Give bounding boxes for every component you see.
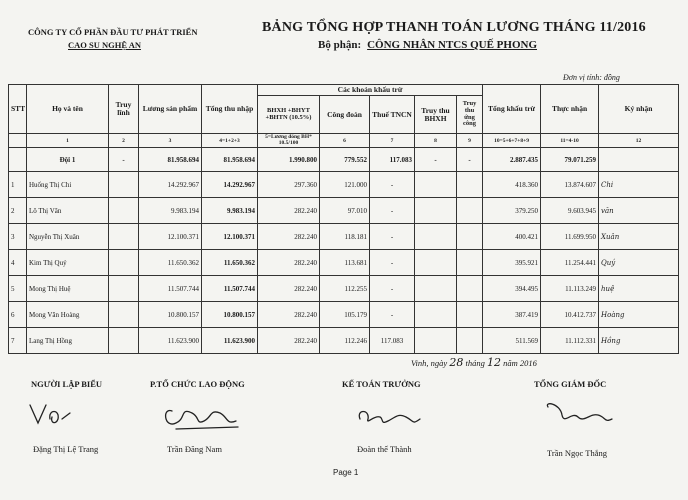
signature-mark <box>547 404 612 421</box>
cell-cong-doan: 113.681 <box>320 250 370 276</box>
currency-unit: Đơn vị tính: đồng <box>563 73 620 82</box>
cell-cong-doan: 112.255 <box>320 276 370 302</box>
cell-luong: 11.507.744 <box>139 276 202 302</box>
cell-stt: 3 <box>9 224 27 250</box>
table-row <box>9 172 679 198</box>
date-month: 12 <box>486 356 501 369</box>
signature-name: Đặng Thị Lệ Trang <box>33 444 99 454</box>
cell-ky-nhan: văn <box>599 198 679 224</box>
cell-thue: - <box>370 276 415 302</box>
cell-tong-khau-tru: 511.569 <box>483 328 541 354</box>
cell-stt: 6 <box>9 302 27 328</box>
col-number: 7 <box>370 134 415 148</box>
col-number: 9 <box>457 134 483 148</box>
cell-tong-khau-tru: 387.419 <box>483 302 541 328</box>
cell-tong: 10.800.157 <box>202 302 258 328</box>
cell-truy-ung <box>457 250 483 276</box>
date-day: 28 <box>449 356 464 369</box>
cell-truy-bhxh <box>415 302 457 328</box>
header-truy-thu-ung: Truy thu ứng công <box>457 96 483 134</box>
cell-stt: 2 <box>9 198 27 224</box>
table-row <box>9 224 679 250</box>
cell-tong: 11.650.362 <box>202 250 258 276</box>
cell-stt: 5 <box>9 276 27 302</box>
cell-tong-khau-tru: 2.887.435 <box>483 148 541 172</box>
header-ky-nhan: Ký nhận <box>599 85 679 134</box>
payroll-table <box>8 84 679 354</box>
cell-thuc-nhan: 11.699.950 <box>541 224 599 250</box>
table-row <box>9 302 679 328</box>
header-stt: STT <box>9 85 27 134</box>
header-tong-khau-tru: Tổng khấu trừ <box>483 85 541 134</box>
cell-bhxh: 282.240 <box>258 276 320 302</box>
cell-bhxh: 282.240 <box>258 224 320 250</box>
page-number: Page 1 <box>333 468 359 477</box>
signature-mark <box>359 412 420 423</box>
cell-thuc-nhan: 11.254.441 <box>541 250 599 276</box>
cell-tong: 12.100.371 <box>202 224 258 250</box>
cell-name: Lang Thị Hồng <box>27 328 109 354</box>
cell-thue: - <box>370 250 415 276</box>
department-value: CÔNG NHÂN NTCS QUẾ PHONG <box>367 39 538 51</box>
cell-tong: 14.292.967 <box>202 172 258 198</box>
cell-luong: 14.292.967 <box>139 172 202 198</box>
cell-thuc-nhan: 9.603.945 <box>541 198 599 224</box>
col-number: 11=4-10 <box>541 134 599 148</box>
cell-tong: 9.983.194 <box>202 198 258 224</box>
cell-truy-ung <box>457 172 483 198</box>
cell-truy-bhxh <box>415 276 457 302</box>
cell-truy-bhxh <box>415 224 457 250</box>
signature-name: Đoàn thế Thành <box>357 444 412 454</box>
cell-cong-doan: 112.246 <box>320 328 370 354</box>
cell-tong-khau-tru: 395.921 <box>483 250 541 276</box>
cell-name: Huống Thị Chi <box>27 172 109 198</box>
cell-thue: - <box>370 224 415 250</box>
cell-ky-nhan: Hồng <box>599 328 679 354</box>
signature-name: Trần Ngọc Thắng <box>547 448 607 458</box>
header-cong-doan: Công đoàn <box>320 96 370 134</box>
cell-name: Lô Thị Văn <box>27 198 109 224</box>
cell-thue: 117.083 <box>370 148 415 172</box>
cell-thuc-nhan: 13.874.607 <box>541 172 599 198</box>
cell-luong: 12.100.371 <box>139 224 202 250</box>
cell-tong-khau-tru: 400.421 <box>483 224 541 250</box>
cell-name: Nguyễn Thị Xuân <box>27 224 109 250</box>
cell-tong: 11.507.744 <box>202 276 258 302</box>
col-number: 4=1+2+3 <box>202 134 258 148</box>
handwritten-signatures <box>0 395 688 445</box>
cell-luong: 11.623.900 <box>139 328 202 354</box>
cell-ky-nhan: Quý <box>599 250 679 276</box>
cell-thuc-nhan: 79.071.259 <box>541 148 599 172</box>
signature-name: Trần Đăng Nam <box>167 444 222 454</box>
header-deductions: Các khoản khấu trừ <box>258 85 483 96</box>
header-thue: Thuế TNCN <box>370 96 415 134</box>
cell-truy-linh: - <box>109 148 139 172</box>
company-name: CÔNG TY CỔ PHẦN ĐẦU TƯ PHÁT TRIỂN <box>28 27 198 37</box>
cell-truy-linh <box>109 198 139 224</box>
signature-role: NGƯỜI LẬP BIỂU <box>31 379 103 389</box>
cell-thue: - <box>370 172 415 198</box>
cell-bhxh: 282.240 <box>258 198 320 224</box>
cell-truy-ung <box>457 276 483 302</box>
cell-tong-khau-tru: 418.360 <box>483 172 541 198</box>
company-subname: CAO SU NGHỆ AN <box>68 40 141 50</box>
cell-name: Mong Thị Huệ <box>27 276 109 302</box>
cell-thue: - <box>370 198 415 224</box>
cell-ky-nhan: Chi <box>599 172 679 198</box>
cell-truy-bhxh: - <box>415 148 457 172</box>
table-row <box>9 276 679 302</box>
cell-bhxh: 282.240 <box>258 328 320 354</box>
cell-stt: 1 <box>9 172 27 198</box>
cell-stt <box>9 148 27 172</box>
signature-mark <box>30 405 70 423</box>
cell-tong-khau-tru: 394.495 <box>483 276 541 302</box>
document-title: BẢNG TỔNG HỢP THANH TOÁN LƯƠNG THÁNG 11/2016 <box>262 20 646 35</box>
cell-luong: 81.958.694 <box>139 148 202 172</box>
col-number: 10=5+6+7+8+9 <box>483 134 541 148</box>
cell-truy-ung: - <box>457 148 483 172</box>
cell-stt: 4 <box>9 250 27 276</box>
col-number: 6 <box>320 134 370 148</box>
cell-tong-khau-tru: 379.250 <box>483 198 541 224</box>
cell-truy-linh <box>109 250 139 276</box>
cell-truy-linh <box>109 224 139 250</box>
header-name: Họ và tên <box>27 85 109 134</box>
date-year: năm 2016 <box>503 358 537 368</box>
cell-bhxh: 282.240 <box>258 302 320 328</box>
cell-cong-doan: 97.010 <box>320 198 370 224</box>
cell-luong: 11.650.362 <box>139 250 202 276</box>
cell-bhxh: 282.240 <box>258 250 320 276</box>
cell-stt: 7 <box>9 328 27 354</box>
cell-cong-doan: 105.179 <box>320 302 370 328</box>
cell-luong: 10.800.157 <box>139 302 202 328</box>
table-row <box>9 198 679 224</box>
cell-name: Mong Văn Hoàng <box>27 302 109 328</box>
signing-date <box>411 356 537 369</box>
signature-mark <box>166 411 238 429</box>
header-truy-linh: Truy lĩnh <box>109 85 139 134</box>
signature-role: P.TỔ CHỨC LAO ĐỘNG <box>150 379 245 389</box>
date-month-label: tháng <box>465 358 485 368</box>
cell-truy-bhxh <box>415 328 457 354</box>
cell-cong-doan: 779.552 <box>320 148 370 172</box>
header-thuc-nhan: Thực nhận <box>541 85 599 134</box>
cell-bhxh: 1.990.800 <box>258 148 320 172</box>
cell-truy-linh <box>109 276 139 302</box>
cell-name: Đội 1 <box>27 148 109 172</box>
header-truy-thu-bhxh: Truy thu BHXH <box>415 96 457 134</box>
department-line <box>318 39 537 51</box>
col-number: 8 <box>415 134 457 148</box>
col-number: 1 <box>27 134 109 148</box>
signature-role: KẾ TOÁN TRƯỞNG <box>342 379 421 389</box>
cell-thuc-nhan: 11.113.249 <box>541 276 599 302</box>
cell-luong: 9.983.194 <box>139 198 202 224</box>
cell-cong-doan: 121.000 <box>320 172 370 198</box>
signature-role: TỔNG GIÁM ĐỐC <box>534 379 607 389</box>
header-bhxh: BHXH +BHYT +BHTN (10.5%) <box>258 96 320 134</box>
cell-ky-nhan: Xuân <box>599 224 679 250</box>
cell-truy-ung <box>457 302 483 328</box>
col-number: 2 <box>109 134 139 148</box>
cell-cong-doan: 118.181 <box>320 224 370 250</box>
table-row <box>9 250 679 276</box>
cell-truy-linh <box>109 302 139 328</box>
col-number: 12 <box>599 134 679 148</box>
header-luong-san-pham: Lương sản phẩm <box>139 85 202 134</box>
cell-truy-bhxh <box>415 198 457 224</box>
header-tong-thu-nhap: Tổng thu nhập <box>202 85 258 134</box>
cell-truy-ung <box>457 224 483 250</box>
cell-name: Kim Thị Quý <box>27 250 109 276</box>
col-number: 3 <box>139 134 202 148</box>
table-row <box>9 328 679 354</box>
cell-ky-nhan <box>599 148 679 172</box>
column-numbering-row <box>9 134 679 148</box>
group-row <box>9 148 679 172</box>
col-number: 5=Lương đóng BH* 10.5/100 <box>258 134 320 148</box>
cell-truy-bhxh <box>415 250 457 276</box>
cell-truy-ung <box>457 328 483 354</box>
cell-thue: - <box>370 302 415 328</box>
cell-truy-linh <box>109 172 139 198</box>
cell-thuc-nhan: 11.112.331 <box>541 328 599 354</box>
cell-thuc-nhan: 10.412.737 <box>541 302 599 328</box>
department-label: Bộ phận: <box>318 39 362 51</box>
cell-tong: 11.623.900 <box>202 328 258 354</box>
cell-truy-linh <box>109 328 139 354</box>
cell-truy-bhxh <box>415 172 457 198</box>
date-prefix: Vinh, ngày <box>411 358 448 368</box>
cell-thue: 117.083 <box>370 328 415 354</box>
cell-ky-nhan: huệ <box>599 276 679 302</box>
cell-tong: 81.958.694 <box>202 148 258 172</box>
cell-truy-ung <box>457 198 483 224</box>
cell-ky-nhan: Hoàng <box>599 302 679 328</box>
cell-bhxh: 297.360 <box>258 172 320 198</box>
